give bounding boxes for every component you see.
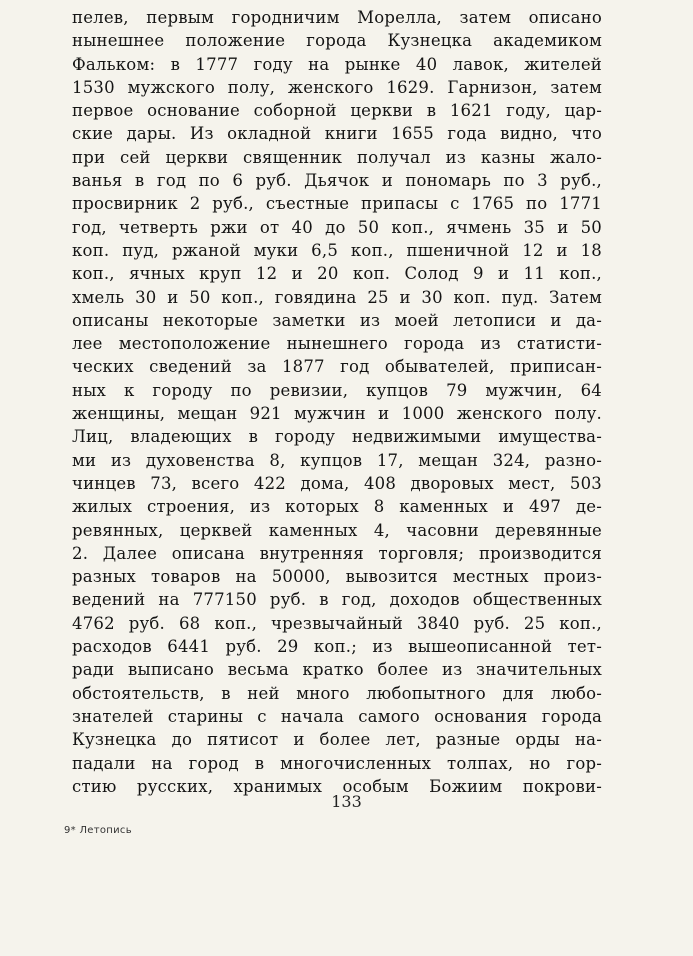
text-line: ванья в год по 6 руб. Дьячок и пономарь по 3 руб., [72,171,602,191]
text-line: обстоятельств, в ней много любопытного для любо- [72,683,602,703]
text-line: чинцев 73, всего 422 дома, 408 дворовых мест, 503 [72,473,602,493]
text-line: ми из духовенства 8, купцов 17, мещан 324, разно- [72,450,602,470]
text-line: ради выписано весьма кратко более из значительных [72,660,602,680]
text-line: Фальком: в 1777 году на рынке 40 лавок, жителей [72,54,602,74]
text-line: хмель 30 и 50 коп., говядина 25 и 30 коп. пуд. Затем [72,287,602,307]
text-line: ных к городу по ревизии, купцов 79 мужчин, 64 [72,380,602,400]
text-line: расходов 6441 руб. 29 коп.; из вышеописанной тет- [72,637,602,657]
text-line: коп. пуд, ржаной муки 6,5 коп., пшеничной 12 и 18 [72,240,602,260]
text-line: описаны некоторые заметки из моей летописи и да- [72,310,602,330]
text-line: нынешнее положение города Кузнецка академиком [72,31,602,51]
text-line: жилых строения, из которых 8 каменных и 497 де- [72,497,602,517]
text-line: разных товаров на 50000, вывозится местных произ- [72,567,602,587]
text-line: коп., ячных круп 12 и 20 коп. Солод 9 и 11 коп., [72,264,602,284]
text-line: ревянных, церквей каменных 4, часовни деревянные [72,520,602,540]
printer-signature: 9* Летопись [64,825,132,836]
text-line: просвирник 2 руб., съестные припасы с 1765 по 1771 [72,194,602,214]
text-line: 4762 руб. 68 коп., чрезвычайный 3840 руб. 25 коп., [72,613,602,633]
text-line: ведений на 777150 руб. в год, доходов общественных [72,590,602,610]
text-line: 2. Далее описана внутренняя торговля; производится [72,543,602,563]
text-line: пелев, первым городничим Морелла, затем описано [72,8,602,27]
text-line: стию русских, хранимых особым Божиим покрови- [72,776,602,796]
text-line: год, четверть ржи от 40 до 50 коп., ячмень 35 и 50 [72,217,602,237]
text-line: 1530 мужского полу, женского 1629. Гарнизон, затем [72,77,602,97]
text-line: Лиц, владеющих в городу недвижимыми имущества- [72,427,602,447]
text-line: знателей старины с начала самого основания города [72,706,602,726]
text-line: Кузнецка до пятисот и более лет, разные орды на- [72,730,602,750]
page-number: 133 [331,792,362,811]
text-line: ческих сведений за 1877 год обывателей, приписан- [72,357,602,377]
text-line: ские дары. Из окладной книги 1655 года видно, что [72,124,602,144]
text-line: первое основание соборной церкви в 1621 году, цар- [72,101,602,121]
text-line: падали на город в многочисленных толпах, но гор- [72,753,602,773]
text-line: лее местоположение нынешнего города из статисти- [72,334,602,354]
text-line: женщины, мещан 921 мужчин и 1000 женского полу. [72,404,602,424]
text-line: при сей церкви священник получал из казны жало- [72,147,602,167]
body-text [72,6,602,798]
